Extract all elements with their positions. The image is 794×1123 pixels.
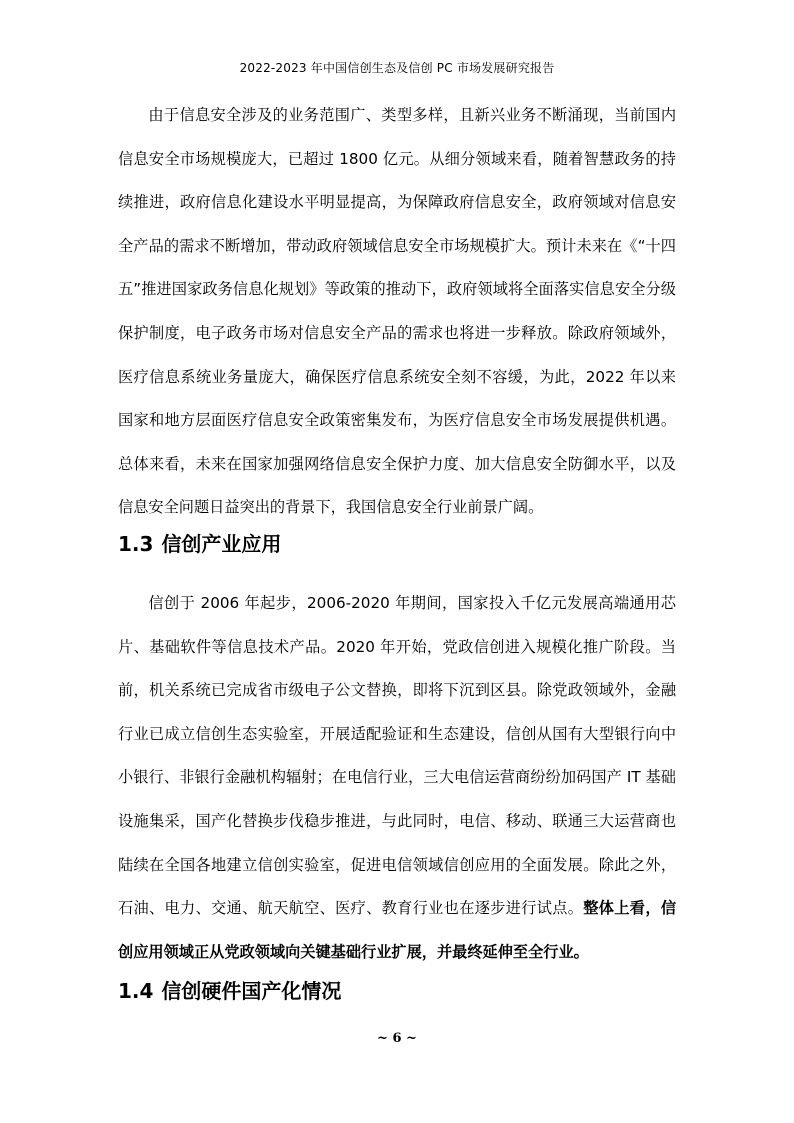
- paragraph-text: 信创于 2006 年起步，2006-2020 年期间，国家投入千亿元发展高端通用芯片、基础软件等信息技术产品。2020 年开始，党政信创进入规模化推广阶段。当前，机关系统已完成省市级电子公文替换，即将下沉到区县。除党政领域外，金融行业已成立信创生态实验室，开展适配验证和生态建设，信创从国有大型银行向中小银行、非银行金融机构辐射；在电信行业，三大电信运营商纷纷加码国产 IT 基础设施集采，国产化替换步伐稳步推进，与此同时，电信、移动、联通三大运营商也陆续在全国各地建立信创实验室，促进电信领域信创应用的全面发展。除此之外，石油、电力、交通、航天航空、医疗、教育行业也在逐步进行试点。: [118, 594, 676, 918]
- paragraph-emphasis: 整体上看，信创应用领域正从党政领域向关键基础行业扩展，并最终延伸至全行业。: [118, 899, 677, 961]
- page-number: ~ 6 ~: [377, 1031, 417, 1046]
- section-heading-1-4: [118, 977, 341, 1005]
- section-number: 1.4: [118, 979, 154, 1003]
- section-heading-1-3: [118, 530, 281, 558]
- section-title: 信创硬件国产化情况: [161, 979, 342, 1003]
- body-paragraph-xinchuang-application: [118, 582, 676, 974]
- header-divider: [118, 80, 676, 81]
- section-number: 1.3: [118, 532, 154, 556]
- body-paragraph-info-security: 由于信息安全涉及的业务范围广、类型多样，且新兴业务不断涌现，当前国内信息安全市场规模庞大，已超过 1800 亿元。从细分领域来看，随着智慧政务的持续推进，政府信息化建设水平明显提高，为保障政府信息安全，政府领域对信息安全产品的需求不断增加，带动政府领域信息安全市场规模扩大。预计未来在《“十四五”推进国家政务信息化规划》等政策的推动下，政府领域将全面落实信息安全分级保护制度，电子政务市场对信息安全产品的需求也将进一步释放。除政府领域外，医疗信息系统业务量庞大，确保医疗信息系统安全刻不容缓，为此，2022 年以来国家和地方层面医疗信息安全政策密集发布，为医疗信息安全市场发展提供机遇。总体来看，未来在国家加强网络信息安全保护力度、加大信息安全防御水平，以及信息安全问题日益突出的背景下，我国信息安全行业前景广阔。: [118, 106, 676, 517]
- running-header: 2022-2023 年中国信创生态及信创 PC 市场发展研究报告: [239, 61, 555, 75]
- section-title: 信创产业应用: [161, 532, 282, 556]
